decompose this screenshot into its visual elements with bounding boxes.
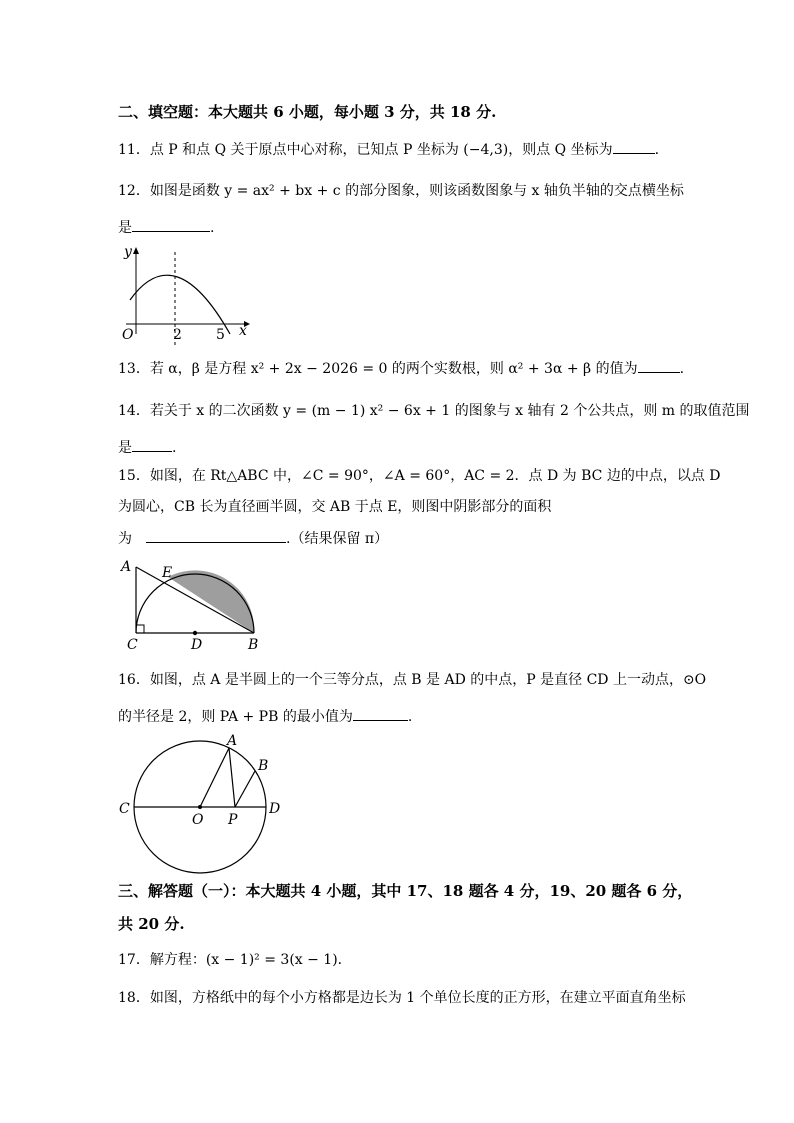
- q16-end: .: [407, 709, 413, 725]
- q12-line2-text: 是: [118, 220, 132, 236]
- q15-label-d: D: [191, 637, 203, 653]
- q16-label-p: P: [228, 812, 238, 828]
- q15-label-a: A: [121, 559, 132, 575]
- q16-segment-pb: [235, 771, 255, 807]
- question-16-line1: 16．如图，点 A 是半圆上的一个三等分点，点 B 是 AD 的中点，P 是直径 CD 上一动点，⊙O: [118, 672, 707, 688]
- q13-answer-blank[interactable]: [638, 358, 680, 373]
- question-15-line2: 为圆心，CB 长为直径画半圆，交 AB 于点 E，则图中阴影部分的面积: [118, 499, 552, 515]
- q13-text: 13．若 α，β 是方程 x² + 2x − 2026 = 0 的两个实数根，则 α² + 3α + β 的值为: [118, 361, 638, 377]
- section3-header-line1: 三、解答题（一）：本大题共 4 小题，其中 17、18 题各 4 分，19、20 题各 6 分，: [118, 882, 693, 900]
- q12-y-arrow: [133, 247, 139, 254]
- q15-point-d: [193, 631, 197, 635]
- q15-shaded-region: [168, 570, 254, 633]
- q16-answer-blank[interactable]: [353, 706, 408, 721]
- q16-label-b: B: [258, 758, 269, 774]
- q16-point-o: [198, 805, 202, 809]
- question-11: [118, 139, 659, 160]
- q12-parabola-figure: [118, 242, 258, 352]
- question-12-line1: 12．如图是函数 y = ax² + bx + c 的部分图象，则该函数图象与 x 轴负半轴的交点横坐标: [118, 183, 684, 199]
- q12-parabola-curve: [130, 275, 230, 334]
- q15-triangle-figure: [118, 557, 268, 652]
- section3-header-line2: 共 20 分.: [118, 915, 185, 933]
- q14-answer-blank[interactable]: [132, 437, 172, 452]
- q16-circle-figure: [116, 733, 286, 873]
- q15-right-angle-mark: [136, 625, 144, 633]
- question-12-line2: [118, 217, 214, 238]
- q16-label-d: D: [269, 801, 281, 817]
- q12-tick-2: 2: [173, 327, 182, 343]
- q15-label-e: E: [162, 565, 173, 581]
- q11-end: .: [654, 142, 660, 158]
- question-13: [118, 358, 684, 379]
- q16-segment-oa: [200, 748, 229, 807]
- q15-line3-prefix: 为: [118, 531, 132, 547]
- q15-line3-suffix: .（结果保留 π）: [286, 531, 389, 547]
- q11-text: 11．点 P 和点 Q 关于原点中心对称，已知点 P 坐标为 (−4,3)，则点 Q 坐标为: [118, 142, 613, 158]
- q15-answer-blank[interactable]: [146, 528, 286, 543]
- q12-x-label: x: [239, 323, 247, 339]
- q11-answer-blank[interactable]: [613, 139, 655, 154]
- q14-line2-text: 是: [118, 440, 132, 456]
- section2-header: 二、填空题：本大题共 6 小题，每小题 3 分，共 18 分.: [118, 103, 497, 121]
- q15-label-b: B: [248, 637, 259, 653]
- question-14-line2: [118, 437, 176, 458]
- q16-segment-ap: [229, 748, 235, 807]
- q12-end: .: [210, 220, 215, 236]
- question-18: 18．如图，方格纸中的每个小方格都是边长为 1 个单位长度的正方形，在建立平面直角坐标: [118, 990, 686, 1006]
- q16-line2-text: 的半径是 2，则 PA + PB 的最小值为: [118, 709, 353, 725]
- question-14-line1: 14．若关于 x 的二次函数 y = (m − 1) x² − 6x + 1 的图象与 x 轴有 2 个公共点，则 m 的取值范围: [118, 403, 750, 419]
- question-17: 17．解方程：(x − 1)² = 3(x − 1)．: [118, 952, 352, 968]
- q15-label-c: C: [127, 637, 138, 653]
- q12-tick-5: 5: [216, 327, 225, 343]
- question-16-line2: [118, 706, 412, 727]
- q16-label-a: A: [227, 733, 238, 749]
- q13-end: .: [679, 361, 685, 377]
- q16-label-o: O: [192, 812, 204, 828]
- q12-answer-blank[interactable]: [132, 217, 210, 232]
- question-15-line1: 15．如图，在 Rt△ABC 中，∠C = 90°，∠A = 60°，AC = 2．点 D 为 BC 边的中点，以点 D: [118, 468, 721, 484]
- question-15-line3: [118, 528, 388, 549]
- q16-label-c: C: [119, 801, 130, 817]
- q12-y-label: y: [124, 244, 132, 260]
- q14-end: .: [172, 440, 177, 456]
- q12-origin-label: O: [122, 327, 134, 343]
